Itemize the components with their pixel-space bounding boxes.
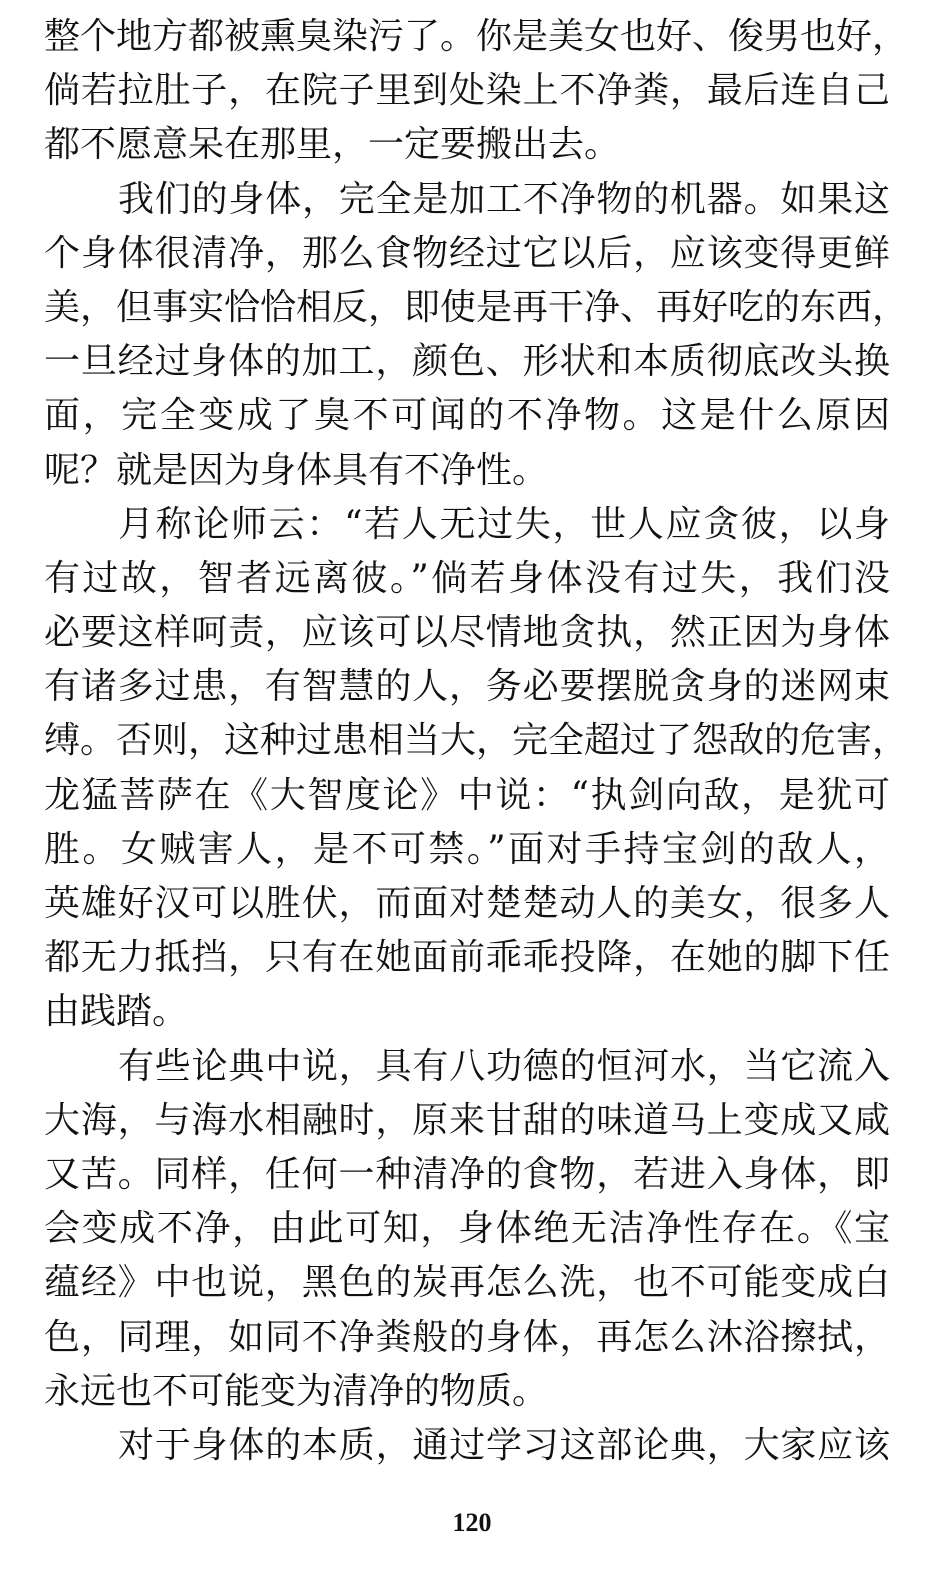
text-line: 色，同理，如同不净粪般的身体，再怎么沐浴擦拭，	[44, 1316, 890, 1358]
text-line: 呢？就是因为身体具有不净性。	[44, 449, 549, 491]
text-line: 蕴经》中也说，黑色的炭再怎么洗，也不可能变成白	[44, 1262, 890, 1304]
text-line: 缚。否则，这种过患相当大，完全超过了怨敌的危害，	[44, 720, 909, 762]
text-line: 永远也不可能变为清净的物质。	[44, 1370, 549, 1412]
text-line: 英雄好汉可以胜伏，而面对楚楚动人的美女，很多人	[44, 883, 890, 924]
text-line: 都无力抵挡，只有在她面前乖乖投降，在她的脚下任	[44, 937, 890, 979]
text-line: 倘若拉肚子，在院子里到处染上不净粪，最后连自己	[44, 70, 890, 112]
text-line: 我们的身体，完全是加工不净物的机器。如果这	[118, 178, 890, 220]
text-line: 胜。女贼害人，是不可禁。”面对手持宝剑的敌人，	[44, 828, 890, 870]
text-line: 月称论师云：“若人无过失，世人应贪彼，以身	[118, 503, 890, 545]
body-text	[44, 10, 909, 1473]
text-line: 龙猛菩萨在《大智度论》中说：“执剑向敌，是犹可	[44, 774, 890, 816]
paragraph	[44, 10, 909, 173]
text-line: 有过故，智者远离彼。”倘若身体没有过失，我们没	[44, 557, 890, 599]
page-number: 120	[452, 1508, 492, 1537]
text-line: 美，但事实恰恰相反，即使是再干净、再好吃的东西，	[44, 286, 909, 328]
paragraph	[44, 173, 909, 498]
text-line: 个身体很清净，那么食物经过它以后，应该变得更鲜	[44, 232, 890, 274]
text-line: 整个地方都被熏臭染污了。你是美女也好、俊男也好，	[44, 16, 909, 57]
paragraph	[44, 1419, 890, 1473]
text-line: 一旦经过身体的加工，颜色、形状和本质彻底改头换	[44, 341, 890, 383]
text-line: 有些论典中说，具有八功德的恒河水，当它流入	[118, 1045, 890, 1087]
text-line: 有诸多过患，有智慧的人，务必要摆脱贪身的迷网束	[44, 666, 890, 708]
paragraph	[44, 1040, 890, 1419]
text-line: 会变成不净，由此可知，身体绝无洁净性存在。《宝	[44, 1208, 890, 1250]
paragraph	[44, 498, 909, 1040]
text-line: 大海，与海水相融时，原来甘甜的味道马上变成又咸	[44, 1099, 890, 1141]
text-line: 必要这样呵责，应该可以尽情地贪执，然正因为身体	[44, 612, 890, 654]
text-line: 都不愿意呆在那里，一定要搬出去。	[44, 124, 621, 166]
text-line: 又苦。同样，任何一种清净的食物，若进入身体，即	[44, 1153, 890, 1195]
text-line: 由践踏。	[44, 991, 189, 1033]
text-line: 面，完全变成了臭不可闻的不净物。这是什么原因	[44, 395, 890, 437]
text-line: 对于身体的本质，通过学习这部论典，大家应该	[118, 1424, 890, 1466]
